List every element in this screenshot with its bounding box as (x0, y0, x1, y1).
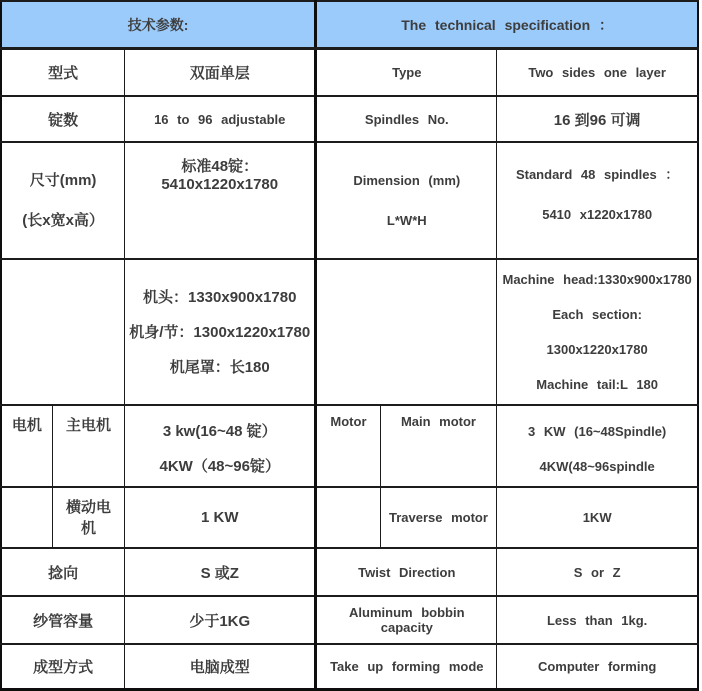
dimension-en-label (316, 142, 497, 259)
bobbin-zh-value: 少于1KG (125, 596, 316, 644)
motor-main-zh-value (125, 405, 316, 487)
type-zh-label: 型式 (1, 49, 125, 97)
motor-traverse-zh-group-empty (1, 487, 52, 548)
dimension-detail-zh-label-empty (1, 259, 125, 405)
spindles-en-label: Spindles No. (316, 96, 497, 142)
motor-main-zh-value-line2: 4KW（48~96锭） (159, 458, 280, 475)
type-en-value: Two sides one layer (497, 49, 698, 97)
machine-section-en: Each section: 1300x1220x1780 (546, 307, 648, 357)
forming-en-label: Take up forming mode (316, 644, 497, 690)
dimension-zh-label-line1: 尺寸(mm) (29, 171, 97, 189)
forming-zh-label: 成型方式 (1, 644, 125, 690)
motor-main-en-label: Main motor (380, 405, 497, 487)
machine-head-en: Machine head:1330x900x1780 (502, 272, 692, 287)
header-en: The technical specification ： (316, 1, 698, 49)
forming-zh-value: 电脑成型 (125, 644, 316, 690)
dimension-zh-label-line2: (长x宽x高） (22, 211, 104, 229)
machine-body-zh: 机身/节：1300x1220x1780 (129, 323, 311, 341)
dimension-en-label-line1: Dimension (mm) (353, 172, 461, 188)
bobbin-en-label: Aluminum bobbin capacity (316, 596, 497, 644)
dimension-detail-zh-value (125, 259, 316, 405)
machine-tail-en: Machine tail:L 180 (536, 377, 659, 392)
header-row (1, 1, 698, 49)
dimension-en-value-line2: 5410 x1220x1780 (542, 207, 653, 222)
dimension-en-value-line1: Standard 48 spindles ： (515, 167, 679, 182)
bobbin-zh-label: 纱管容量 (1, 596, 125, 644)
row-forming (1, 644, 698, 690)
row-bobbin (1, 596, 698, 644)
dimension-detail-en-label-empty (316, 259, 497, 405)
header-zh: 技术参数: (1, 1, 316, 49)
row-twist (1, 548, 698, 596)
motor-traverse-en-label: Traverse motor (380, 487, 497, 548)
row-dimension-detail (1, 259, 698, 405)
motor-en-group: Motor (316, 405, 380, 487)
row-spindles (1, 96, 698, 142)
motor-main-en-value-line2: 4KW(48~96spindle (539, 459, 655, 474)
dimension-en-label-line2: L*W*H (386, 212, 427, 228)
dimension-zh-value: 标准48锭：5410x1220x1780 (125, 142, 316, 259)
bobbin-en-value: Less than 1kg. (497, 596, 698, 644)
twist-zh-label: 捻向 (1, 548, 125, 596)
motor-main-zh-value-line1: 3 kw(16~48 锭） (162, 423, 277, 440)
motor-traverse-zh-value: 1 KW (125, 487, 316, 548)
row-motor-traverse (1, 487, 698, 548)
row-motor-main (1, 405, 698, 487)
motor-traverse-zh-label: 横动电机 (52, 487, 124, 548)
dimension-en-value (497, 142, 698, 259)
motor-main-en-value (497, 405, 698, 487)
type-en-label: Type (316, 49, 497, 97)
twist-en-label: Twist Direction (316, 548, 497, 596)
spindles-zh-label: 锭数 (1, 96, 125, 142)
machine-head-zh: 机头：1330x900x1780 (143, 288, 297, 306)
spindles-en-value: 16 到96 可调 (497, 96, 698, 142)
motor-traverse-en-group-empty (316, 487, 380, 548)
twist-zh-value: S 或Z (125, 548, 316, 596)
forming-en-value: Computer forming (497, 644, 698, 690)
motor-main-zh-label: 主电机 (52, 405, 124, 487)
machine-tail-zh: 机尾罩：长180 (169, 358, 270, 376)
motor-main-en-value-line1: 3 KW (16~48Spindle) (528, 424, 667, 439)
row-type (1, 49, 698, 97)
motor-traverse-en-value: 1KW (497, 487, 698, 548)
spindles-zh-value: 16 to 96 adjustable (125, 96, 316, 142)
dimension-detail-en-value (497, 259, 698, 405)
dimension-zh-label (1, 142, 125, 259)
twist-en-value: S or Z (497, 548, 698, 596)
type-zh-value: 双面单层 (125, 49, 316, 97)
motor-zh-group: 电机 (1, 405, 52, 487)
row-dimension (1, 142, 698, 259)
